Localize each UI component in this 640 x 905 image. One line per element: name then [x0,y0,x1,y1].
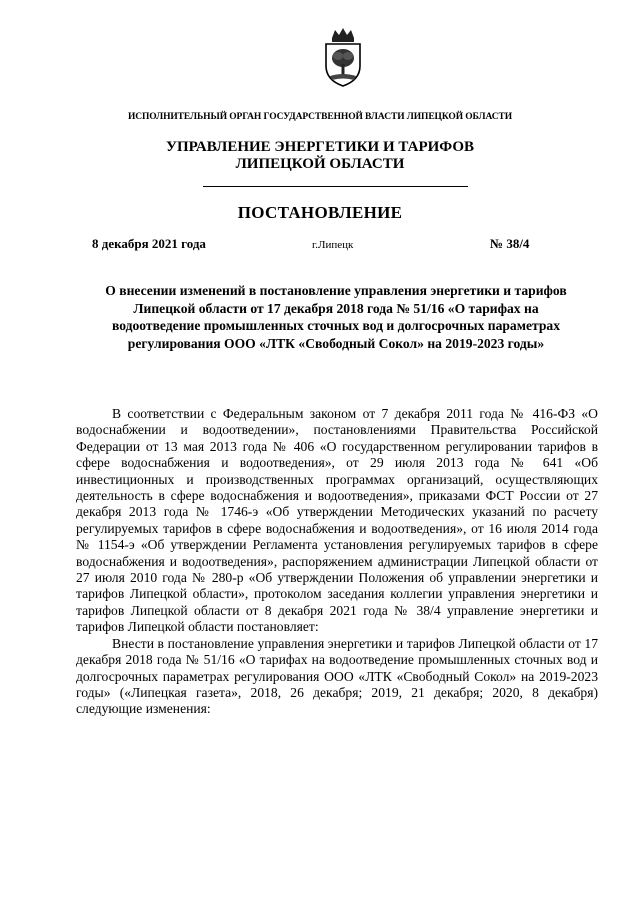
department-name-line1: УПРАВЛЕНИЕ ЭНЕРГЕТИКИ И ТАРИФОВ [165,139,475,155]
body-paragraph-2: Внести в постановление управления энергетики и тарифов Липецкой области от 17 декабря 2018 года № 51/16 «О тарифах на водоотведение промышленных сточных вод и долгосрочных параметрах регулирования ООО «ЛТК «Свободный Сокол» на 2019-2023 годы» («Липецкая газета», 2018, 26 декабря; 2019, 21 декабря; 2020, 8 декабря) следующие изменения: [76,635,598,717]
document-title: О внесении изменений в постановление управления энергетики и тарифов Липецкой области от 17 декабря 2018 года № 51/16 «О тарифах на водоотведение промышленных сточных вод и долгосрочных параметрах регулирования ООО «ЛТК «Свободный Сокол» на 2019-2023 годы» [105,283,567,352]
document-body [76,406,598,718]
document-place: г.Липецк [312,239,354,251]
department-name-line2: ЛИПЕЦКОЙ ОБЛАСТИ [235,156,405,172]
department-name [0,139,640,173]
document-type: ПОСТАНОВЛЕНИЕ [237,203,403,222]
document-date: 8 декабря 2021 года [92,236,206,251]
header-divider [203,186,468,187]
body-paragraph-1: В соответствии с Федеральным законом от 7 декабря 2011 года № 416-ФЗ «О водоснабжении и водоотведении», постановлениями Правительства Российской Федерации от 13 мая 2013 года № 406 «О государственном регулировании тарифов в сфере водоснабжения и водоотведения», от 29 июля 2013 года № 641 «Об инвестиционных и производственных программах организаций, осуществляющих деятельность в сфере водоснабжения и водоотведения», приказами ФСТ России от 27 декабря 2013 года № 1746-э «Об утверждении Методических указаний по расчету регулируемых тарифов в сфере водоснабжения и водоотведения», от 16 июля 2014 года № 1154-э «Об утверждении Регламента установления регулируемых тарифов в сфере водоснабжения и водоотведения», распоряжением администрации Липецкой области от 27 июля 2010 года № 280-р «Об утверждении Положения об управлении энергетики и тарифов Липецкой области», протоколом заседания коллегии управления энергетики и тарифов Липецкой области от 8 декабря 2021 года № 38/4 управление энергетики и тарифов Липецкой области постановляет: [76,406,598,635]
document-number: № 38/4 [490,236,530,251]
coat-of-arms-icon [318,26,368,88]
issuing-authority: ИСПОЛНИТЕЛЬНЫЙ ОРГАН ГОСУДАРСТВЕННОЙ ВЛАСТИ ЛИПЕЦКОЙ ОБЛАСТИ [127,112,513,122]
